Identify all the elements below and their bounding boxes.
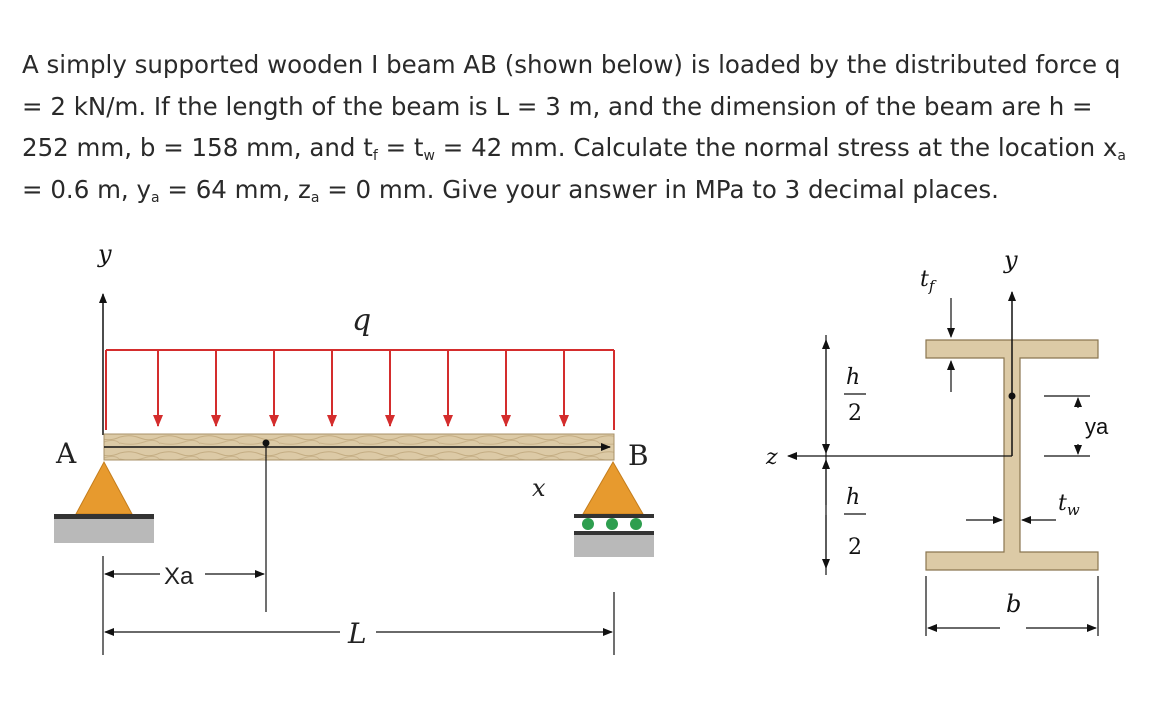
problem-text-4: = 0.6 m, y — [22, 174, 152, 204]
roller-support-b — [574, 462, 654, 557]
problem-text-6: = 0 mm. Give your answer in MPa to 3 decimal places. — [319, 174, 999, 204]
tw-label-sub: w — [1066, 501, 1080, 519]
tf-subscript: f — [372, 148, 378, 164]
distributed-load — [106, 350, 614, 430]
problem-text-1: A simply supported wooden I beam AB (shown below) is loaded by the distributed force q = 2 kN/m. If the length of the beam is L = 3 m, and the dimension of the beam are h = 252 mm, b = 158 mm, and t — [22, 50, 1121, 162]
section-y-label: y — [1004, 246, 1018, 274]
tf-label-main: t — [920, 267, 929, 292]
b-label: b — [1006, 590, 1022, 618]
point-ya-dot — [1009, 393, 1016, 400]
problem-text-3: = 42 mm. Calculate the normal stress at the location x — [434, 133, 1118, 162]
h-lower-label: h — [846, 485, 861, 510]
x-axis-label: x — [532, 474, 546, 502]
section-z-label: z — [766, 445, 778, 470]
two-lower-label: 2 — [848, 535, 862, 560]
two-upper-label: 2 — [848, 401, 862, 426]
ya-label: ya — [1085, 414, 1109, 439]
tf-label-sub: f — [928, 277, 935, 295]
problem-text-5: = 64 mm, z — [159, 174, 311, 204]
beam-y-label: y — [98, 240, 112, 268]
tw-subscript: w — [423, 148, 435, 164]
ya-subscript: a — [151, 189, 160, 206]
xa-subscript: a — [1117, 148, 1126, 164]
l-label: L — [348, 617, 367, 650]
support-a-label: A — [56, 437, 77, 470]
support-b-label: B — [628, 439, 649, 472]
tw-label-main: t — [1058, 491, 1067, 516]
q-label: q — [352, 303, 372, 338]
tw-label — [1058, 491, 1080, 519]
xa-label: Xa — [164, 563, 194, 590]
pin-support-a — [54, 462, 154, 543]
za-subscript: a — [310, 189, 320, 206]
tf-label — [920, 267, 937, 295]
problem-text-2: = t — [377, 133, 424, 162]
h-upper-label: h — [846, 365, 861, 390]
